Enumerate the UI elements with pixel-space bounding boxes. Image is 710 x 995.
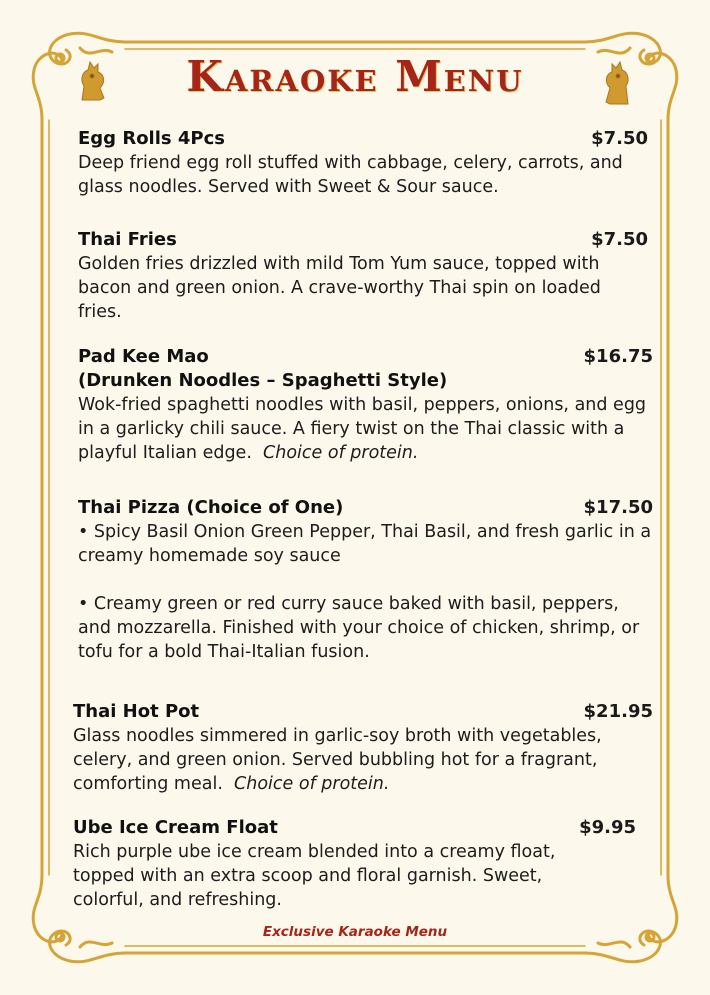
item-name: Pad Kee Mao (78, 346, 209, 367)
menu-item-thai-fries (78, 228, 648, 324)
item-price: $7.50 (591, 128, 648, 149)
item-name: Thai Hot Pot (73, 701, 200, 722)
menu-item-thai-hot-pot (73, 700, 653, 796)
item-subtitle: (Drunken Noodles – Spaghetti Style) (78, 370, 448, 391)
item-price: $9.95 (579, 817, 636, 838)
item-option-2: • Creamy green or red curry sauce baked with basil, peppers, and mozzarella. Finished with your choice of chicken, shrimp, or tofu for a bold Thai-Italian fusion. (78, 594, 640, 662)
item-name: Thai Fries (78, 229, 177, 250)
item-price: $7.50 (591, 229, 648, 250)
item-name: Ube Ice Cream Float (73, 817, 278, 838)
menu-item-egg-rolls (78, 127, 648, 199)
menu-item-thai-pizza (78, 496, 653, 664)
menu-item-ube-float (73, 816, 636, 912)
item-description: Rich purple ube ice cream blended into a creamy float, topped with an extra scoop and floral garnish. Sweet, colorful, and refreshing. (73, 842, 556, 910)
menu-title: Karaoke Menu (186, 52, 524, 101)
item-price: $17.50 (583, 497, 653, 518)
item-note: Choice of protein. (263, 443, 419, 463)
item-price: $16.75 (583, 346, 653, 367)
item-price: $21.95 (583, 701, 653, 722)
item-option-1: • Spicy Basil Onion Green Pepper, Thai Basil, and fresh garlic in a creamy homemade soy sauce (78, 522, 652, 566)
item-description: Glass noodles simmered in garlic-soy broth with vegetables, celery, and green onion. Served bubbling hot for a fragrant, comforting meal. (73, 726, 602, 794)
footer-note: Exclusive Karaoke Menu (262, 924, 448, 940)
item-description: Golden fries drizzled with mild Tom Yum sauce, topped with bacon and green onion. A crave-worthy Thai spin on loaded fries. (78, 254, 601, 322)
item-description: Deep friend egg roll stuffed with cabbage, celery, carrots, and glass noodles. Served with Sweet & Sour sauce. (78, 153, 623, 197)
menu-item-pad-kee-mao (78, 345, 653, 465)
item-name: Thai Pizza (Choice of One) (78, 497, 344, 518)
item-description: Wok-fried spaghetti noodles with basil, peppers, onions, and egg in a garlicky chili sauce. A fiery twist on the Thai classic with a playful Italian edge. (78, 395, 647, 463)
item-note: Choice of protein. (234, 774, 390, 794)
item-name: Egg Rolls 4Pcs (78, 128, 225, 149)
